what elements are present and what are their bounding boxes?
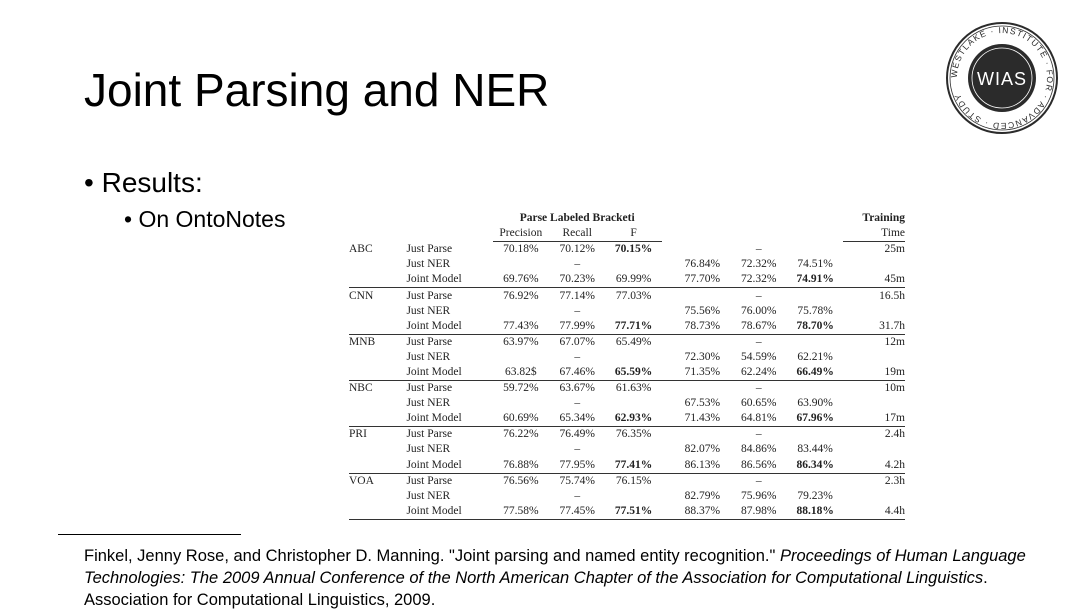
gap-cell: [662, 458, 674, 474]
table-row: [349, 272, 905, 288]
ner-f-cell: 66.49%: [796, 365, 834, 378]
ner-precision-cell: [674, 334, 730, 350]
model-cell: Just Parse: [406, 427, 492, 443]
corpus-cell: [349, 319, 406, 335]
training-time-cell: 4.4h: [843, 504, 905, 520]
ner-precision-cell: 76.84%: [684, 258, 721, 271]
parse-recall-cell: 76.49%: [549, 427, 605, 443]
parse-precision-cell: [493, 350, 549, 365]
parse-f-cell: 62.93%: [614, 412, 653, 425]
bullet-results: [84, 166, 203, 200]
citation: [84, 545, 1064, 611]
wias-logo: [944, 20, 1060, 136]
parse-recall-cell: –: [574, 350, 581, 363]
table-row: [349, 504, 905, 520]
parse-precision-cell: 76.92%: [493, 288, 549, 304]
ner-precision-cell: 71.43%: [684, 412, 721, 425]
model-cell: Joint Model: [406, 458, 462, 471]
table-row: [349, 334, 905, 350]
parse-recall-cell: –: [574, 258, 581, 271]
ner-recall-cell: 78.67%: [740, 319, 777, 332]
training-time-cell: [843, 304, 905, 319]
parse-precision-cell: 63.82$: [504, 365, 537, 378]
table-row: [349, 396, 905, 411]
ner-precision-cell: 72.30%: [684, 350, 721, 363]
training-time-cell: [843, 396, 905, 411]
training-time-cell: 17m: [884, 412, 905, 425]
gap-cell: [662, 242, 674, 258]
corpus-cell: NBC: [349, 381, 406, 397]
model-cell: Joint Model: [406, 273, 462, 286]
model-cell: Just NER: [406, 443, 451, 456]
training-time-cell: 19m: [884, 365, 905, 378]
ner-recall-cell: 64.81%: [740, 412, 777, 425]
ner-precision-cell: 82.79%: [684, 489, 721, 502]
ner-precision-cell: [674, 288, 730, 304]
table-row: [349, 427, 905, 443]
parse-f-cell: [605, 350, 661, 365]
gap-cell: [662, 257, 674, 272]
slide-title: Joint Parsing and NER: [84, 64, 550, 116]
table-row: [349, 350, 905, 365]
results-table: [349, 211, 905, 520]
table-row: [349, 442, 905, 457]
training-group-header: Training: [862, 212, 905, 225]
parse-precision-cell: [493, 257, 549, 272]
footnote-rule: [58, 534, 241, 535]
parse-recall-cell: –: [574, 489, 581, 502]
table-row: [349, 288, 905, 304]
training-time-cell: [843, 350, 905, 365]
citation-publisher: . Association for Computational Linguistics, 2009.: [84, 569, 988, 609]
corpus-cell: [349, 257, 406, 272]
corpus-cell: [349, 304, 406, 319]
table-row: [349, 242, 905, 258]
parse-f-cell: [605, 396, 661, 411]
gap-cell: [662, 396, 674, 411]
col-header-time: Time: [843, 226, 905, 242]
ner-precision-cell: 75.56%: [684, 304, 721, 317]
gap-cell: [662, 304, 674, 319]
ner-f-cell: 86.34%: [796, 458, 834, 471]
ner-recall-cell: 76.00%: [740, 304, 777, 317]
model-cell: Just NER: [406, 258, 451, 271]
model-cell: Just NER: [406, 489, 451, 502]
training-time-cell: 10m: [843, 381, 905, 397]
parse-precision-cell: 77.58%: [493, 504, 549, 520]
parse-recall-cell: 77.14%: [549, 288, 605, 304]
ner-f-cell: [787, 427, 843, 443]
parse-precision-cell: 76.56%: [493, 473, 549, 489]
corpus-cell: [349, 365, 406, 381]
ner-recall-cell: 60.65%: [740, 397, 777, 410]
parse-group-header: Parse Labeled Bracketi: [519, 212, 635, 225]
parse-f-cell: [605, 489, 661, 504]
parse-f-cell: 65.49%: [605, 334, 661, 350]
ner-recall-cell: –: [731, 288, 787, 304]
parse-f-cell: 77.41%: [614, 458, 653, 471]
ner-f-cell: 67.96%: [796, 412, 834, 425]
parse-precision-cell: [493, 304, 549, 319]
ner-recall-cell: 86.56%: [740, 458, 777, 471]
model-cell: Just Parse: [406, 473, 492, 489]
ner-recall-cell: 87.98%: [731, 504, 787, 520]
ner-recall-cell: 75.96%: [740, 489, 777, 502]
gap-cell: [662, 473, 674, 489]
model-cell: Joint Model: [406, 319, 462, 332]
ner-precision-cell: 86.13%: [684, 458, 721, 471]
gap-cell: [662, 334, 674, 350]
model-cell: Joint Model: [406, 412, 462, 425]
ner-f-cell: [787, 242, 843, 258]
gap-cell: [662, 288, 674, 304]
parse-recall-cell: –: [574, 304, 581, 317]
parse-recall-cell: –: [574, 443, 581, 456]
corpus-cell: MNB: [349, 334, 406, 350]
parse-precision-cell: [493, 489, 549, 504]
ner-recall-cell: –: [731, 473, 787, 489]
gap-cell: [662, 319, 674, 335]
parse-recall-cell: 65.34%: [559, 412, 595, 425]
model-cell: Just NER: [406, 304, 451, 317]
table-row: [349, 365, 905, 381]
corpus-cell: ABC: [349, 242, 373, 255]
gap-cell: [662, 504, 674, 520]
col-header-f: F: [605, 226, 661, 242]
parse-recall-cell: 77.95%: [559, 458, 595, 471]
model-cell: Just Parse: [406, 242, 453, 255]
corpus-cell: CNN: [349, 288, 406, 304]
ner-precision-cell: [674, 242, 730, 258]
parse-f-cell: 76.35%: [605, 427, 661, 443]
parse-recall-cell: 75.74%: [549, 473, 605, 489]
model-cell: Joint Model: [406, 504, 492, 520]
parse-precision-cell: [493, 396, 549, 411]
ner-precision-cell: [674, 473, 730, 489]
corpus-cell: [349, 458, 406, 474]
training-time-cell: 2.3h: [843, 473, 905, 489]
parse-recall-cell: 63.67%: [549, 381, 605, 397]
logo-acronym: WIAS: [976, 69, 1028, 89]
ner-recall-cell: 72.32%: [740, 258, 777, 271]
corpus-cell: VOA: [349, 473, 406, 489]
model-cell: Just NER: [406, 350, 451, 363]
parse-precision-cell: 77.43%: [503, 319, 539, 332]
parse-f-cell: 77.71%: [614, 319, 653, 332]
ner-precision-cell: 67.53%: [684, 397, 721, 410]
parse-f-cell: 70.15%: [614, 243, 653, 256]
parse-recall-cell: 70.12%: [559, 243, 595, 256]
ner-f-cell: 79.23%: [797, 489, 833, 502]
table-row: [349, 319, 905, 335]
gap-cell: [662, 411, 674, 427]
ner-recall-cell: 62.24%: [740, 365, 777, 378]
ner-f-cell: [787, 334, 843, 350]
model-cell: Joint Model: [406, 365, 462, 378]
wias-logo-graphic: [944, 20, 1060, 136]
ner-recall-cell: –: [731, 381, 787, 397]
gap-cell: [662, 381, 674, 397]
col-header-recall: Recall: [549, 226, 605, 242]
corpus-cell: [349, 396, 406, 411]
corpus-cell: [349, 350, 406, 365]
ner-recall-cell: –: [755, 242, 762, 255]
training-time-cell: 12m: [843, 334, 905, 350]
table-row: [349, 458, 905, 474]
parse-precision-cell: 70.18%: [503, 243, 539, 256]
training-time-cell: 45m: [884, 273, 905, 286]
ner-f-cell: [787, 381, 843, 397]
gap-cell: [662, 427, 674, 443]
ner-precision-cell: 82.07%: [684, 443, 721, 456]
parse-precision-cell: 63.97%: [493, 334, 549, 350]
ner-f-cell: 88.18%: [787, 504, 843, 520]
parse-recall-cell: 77.99%: [559, 319, 595, 332]
parse-precision-cell: 76.22%: [493, 427, 549, 443]
table-row: [349, 381, 905, 397]
ner-f-cell: [787, 473, 843, 489]
corpus-cell: [349, 489, 406, 504]
bullet-marker: •: [124, 206, 133, 232]
logo-ring-text: WESTLAKE · INSTITUTE · FOR · ADVANCED · STUDY: [948, 24, 1056, 132]
training-time-cell: 2.4h: [843, 427, 905, 443]
bullet-results-text: Results:: [101, 167, 203, 198]
ner-f-cell: 75.78%: [797, 304, 833, 317]
ner-recall-cell: –: [731, 334, 787, 350]
training-time-cell: 16.5h: [843, 288, 905, 304]
parse-recall-cell: 67.46%: [559, 365, 595, 378]
ner-f-cell: 62.21%: [797, 350, 833, 363]
col-header-precision: Precision: [493, 226, 549, 242]
parse-f-cell: 61.63%: [605, 381, 661, 397]
training-time-cell: [843, 257, 905, 272]
citation-authors-title: Finkel, Jenny Rose, and Christopher D. Manning. "Joint parsing and named entity recognition.": [84, 547, 780, 565]
gap-cell: [662, 365, 674, 381]
ner-f-cell: 78.70%: [796, 319, 834, 332]
ner-precision-cell: 77.70%: [684, 273, 721, 286]
parse-recall-cell: –: [574, 397, 581, 410]
ner-f-cell: 74.91%: [796, 273, 834, 286]
parse-f-cell: [605, 304, 661, 319]
bullet-ontonotes: [124, 204, 285, 234]
bullet-marker: •: [84, 167, 94, 198]
training-time-cell: 31.7h: [879, 319, 905, 332]
table-row: [349, 411, 905, 427]
training-time-cell: [843, 442, 905, 457]
ner-precision-cell: 78.73%: [684, 319, 721, 332]
gap-cell: [662, 489, 674, 504]
parse-precision-cell: [493, 442, 549, 457]
gap-cell: [662, 350, 674, 365]
parse-f-cell: 76.15%: [605, 473, 661, 489]
table-row: [349, 489, 905, 504]
corpus-cell: [349, 272, 406, 288]
parse-recall-cell: 70.23%: [559, 273, 595, 286]
training-time-cell: 25m: [884, 243, 905, 256]
table-column-header-row: [349, 226, 905, 242]
citation-venue: Proceedings of Human Language Technologies: The 2009 Annual Conference of the North American Chapter of the Association for Computational Linguistics: [84, 547, 1026, 587]
ner-precision-cell: [674, 427, 730, 443]
parse-f-cell: 65.59%: [614, 365, 653, 378]
ner-precision-cell: 88.37%: [674, 504, 730, 520]
parse-recall-cell: 77.45%: [549, 504, 605, 520]
ner-f-cell: 63.90%: [797, 397, 833, 410]
table-row: [349, 257, 905, 272]
model-cell: Just NER: [406, 397, 451, 410]
ner-precision-cell: 71.35%: [684, 365, 721, 378]
table-group-header-row: [349, 211, 905, 226]
gap-cell: [662, 442, 674, 457]
ner-f-cell: 74.51%: [797, 258, 833, 271]
gap-cell: [662, 272, 674, 288]
corpus-cell: PRI: [349, 427, 406, 443]
parse-f-cell: 77.51%: [605, 504, 661, 520]
bullet-ontonotes-text: On OntoNotes: [138, 206, 286, 232]
parse-precision-cell: 69.76%: [503, 273, 539, 286]
parse-f-cell: [605, 257, 661, 272]
training-time-cell: 4.2h: [884, 458, 905, 471]
model-cell: Just Parse: [406, 381, 492, 397]
training-time-cell: [843, 489, 905, 504]
parse-f-cell: 69.99%: [615, 273, 652, 286]
ner-recall-cell: 72.32%: [740, 273, 777, 286]
results-table-body: [349, 242, 905, 520]
ner-precision-cell: [674, 381, 730, 397]
parse-f-cell: [605, 442, 661, 457]
ner-f-cell: 83.44%: [797, 443, 833, 456]
ner-recall-cell: –: [731, 427, 787, 443]
table-row: [349, 304, 905, 319]
parse-precision-cell: 76.88%: [503, 458, 539, 471]
parse-precision-cell: 59.72%: [493, 381, 549, 397]
corpus-cell: [349, 411, 406, 427]
corpus-cell: [349, 442, 406, 457]
ner-recall-cell: 54.59%: [740, 350, 777, 363]
parse-recall-cell: 67.07%: [549, 334, 605, 350]
parse-f-cell: 77.03%: [605, 288, 661, 304]
model-cell: Just Parse: [406, 288, 492, 304]
corpus-cell: [349, 504, 406, 520]
table-row: [349, 473, 905, 489]
ner-f-cell: [787, 288, 843, 304]
ner-recall-cell: 84.86%: [740, 443, 777, 456]
parse-precision-cell: 60.69%: [503, 412, 539, 425]
model-cell: Just Parse: [406, 334, 492, 350]
